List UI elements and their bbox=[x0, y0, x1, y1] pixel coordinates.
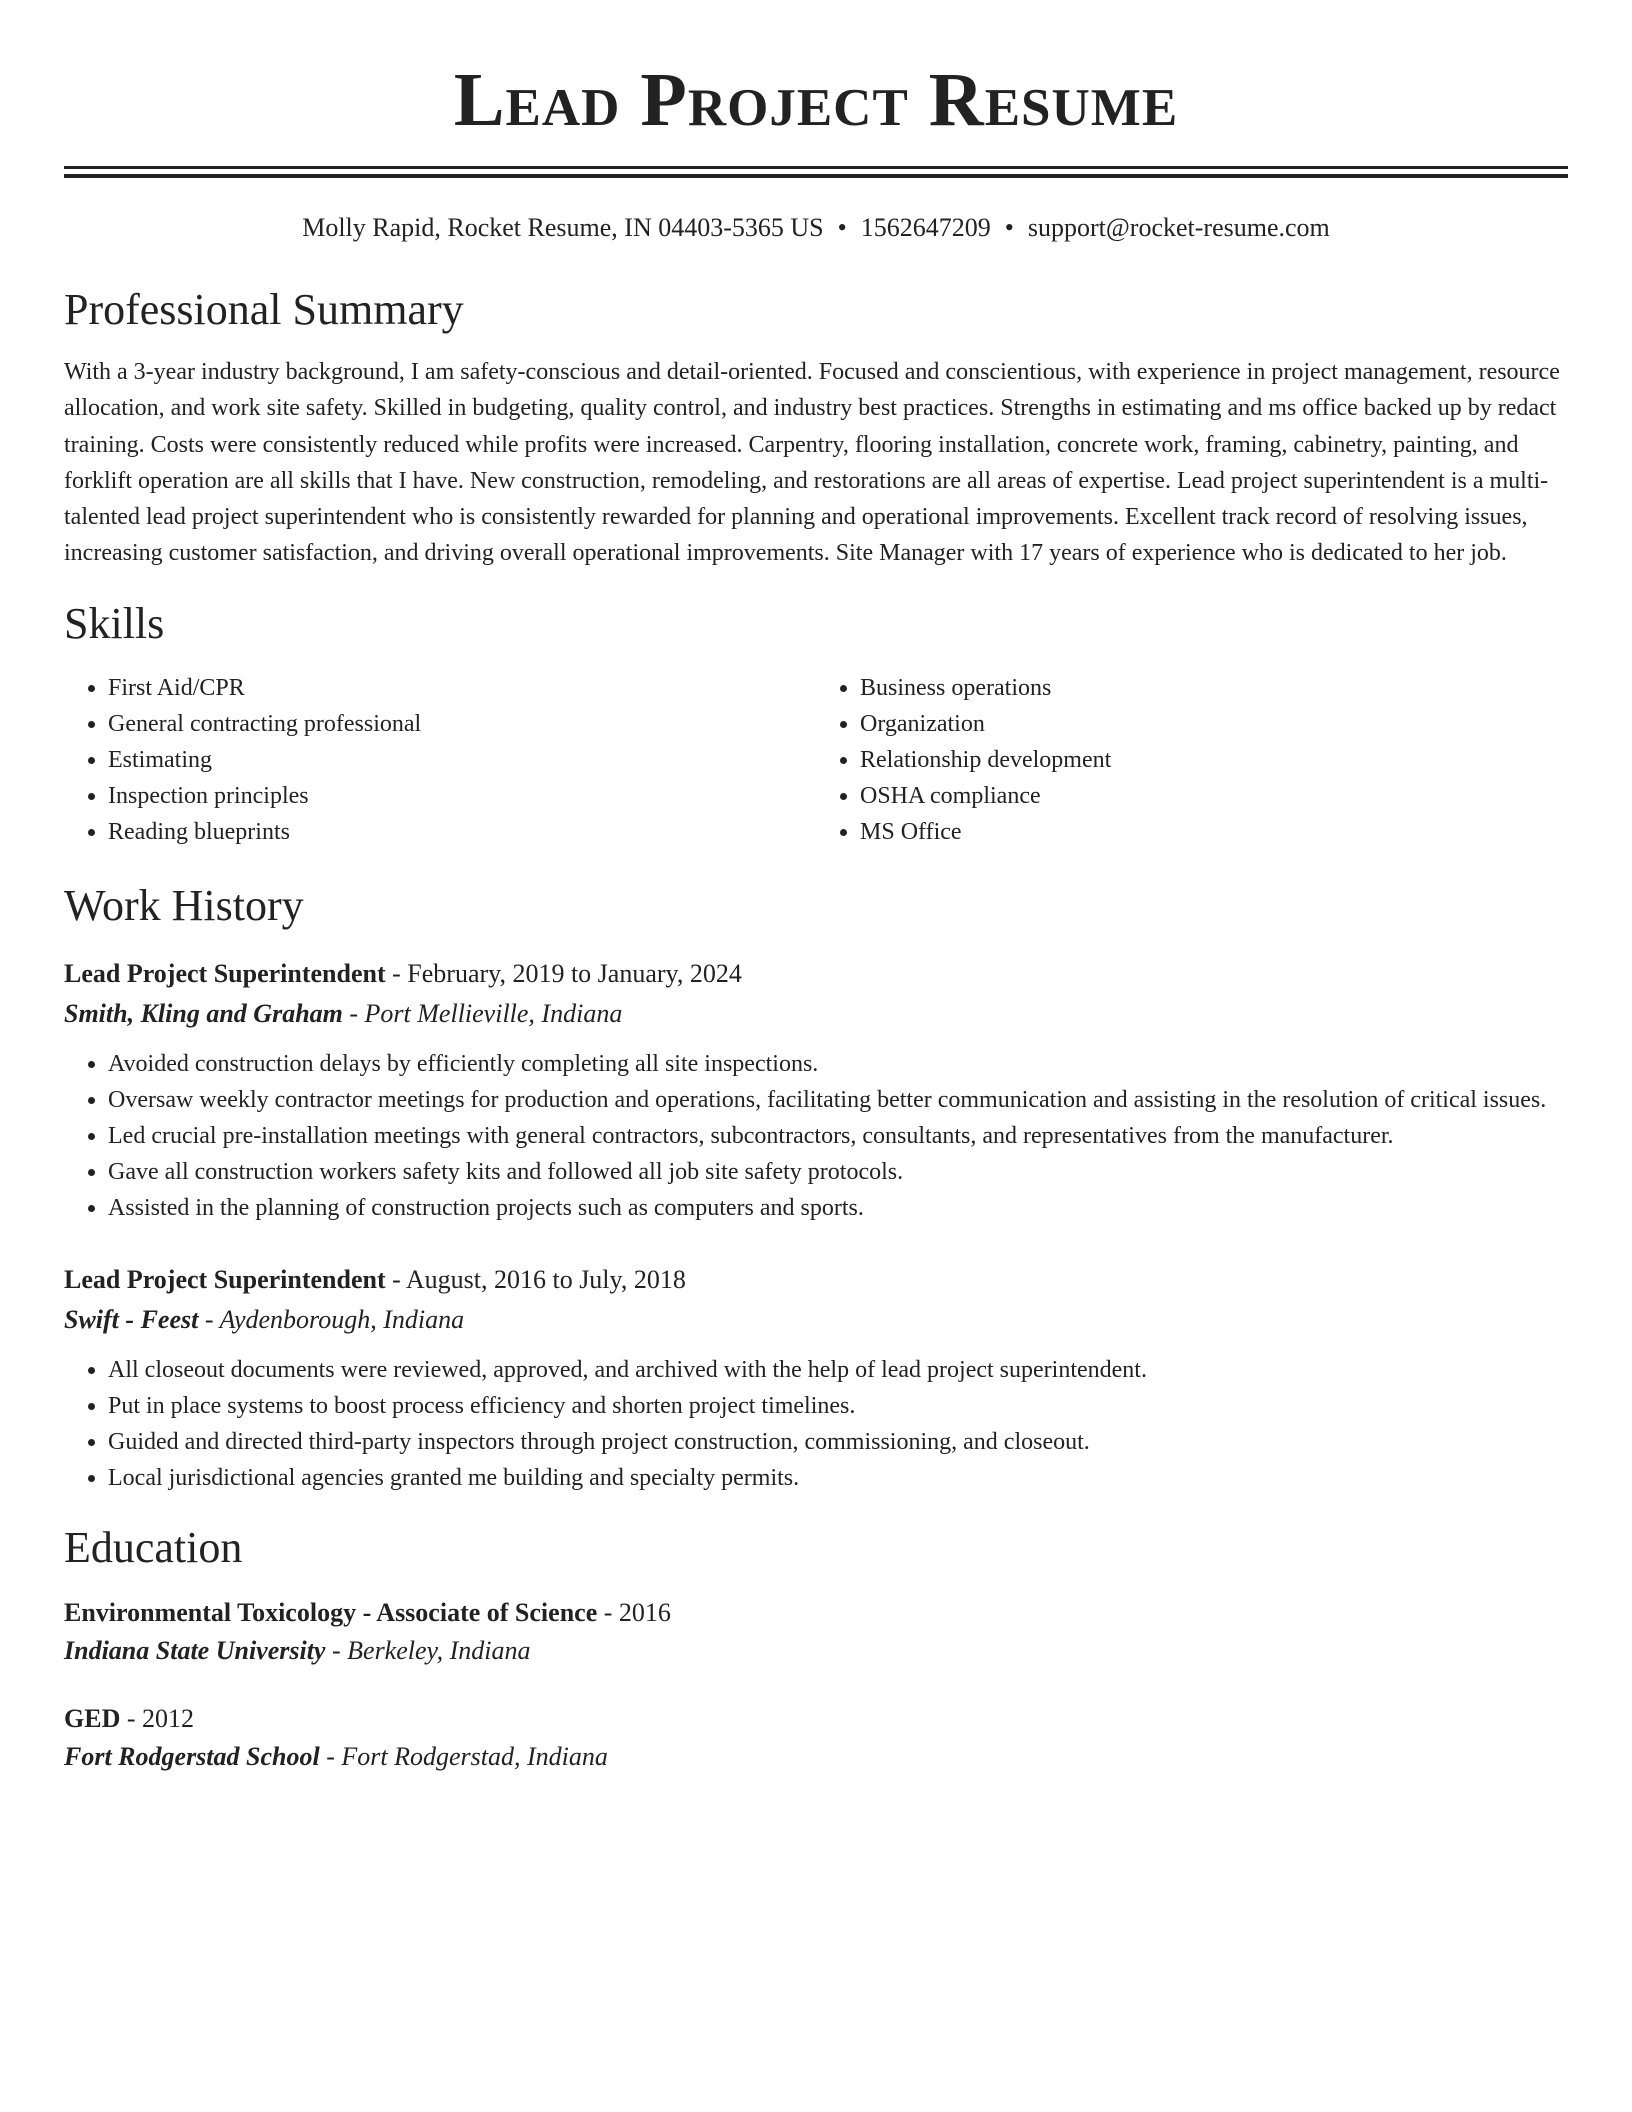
company-name: Smith, Kling and Graham bbox=[64, 998, 343, 1028]
duty-item: • Gave all construction workers safety kits and followed all job site safety protocols. bbox=[108, 1154, 1568, 1190]
summary-heading: Professional Summary bbox=[64, 285, 464, 334]
company-line bbox=[64, 994, 1568, 1034]
skills-columns bbox=[64, 670, 1568, 850]
company-name: Swift - Feest bbox=[64, 1304, 199, 1334]
job-duties bbox=[64, 1046, 1568, 1226]
job-entry bbox=[64, 954, 1568, 1226]
job-dates: - August, 2016 to July, 2018 bbox=[385, 1264, 686, 1294]
duty-item: • Local jurisdictional agencies granted me building and specialty permits. bbox=[108, 1460, 1568, 1496]
skills-list-left bbox=[64, 670, 816, 850]
school-line bbox=[64, 1738, 1568, 1776]
duty-item: • Put in place systems to boost process efficiency and shorten project timelines. bbox=[108, 1388, 1568, 1424]
skill-item: • Relationship development bbox=[860, 742, 1568, 778]
job-title: Lead Project Superintendent bbox=[64, 958, 386, 988]
education-entry bbox=[64, 1700, 1568, 1776]
title-double-rule bbox=[64, 166, 1568, 178]
duty-item: • Guided and directed third-party inspectors through project construction, commissioning, and closeout. bbox=[108, 1424, 1568, 1460]
job-entry bbox=[64, 1260, 1568, 1496]
job-title: Lead Project Superintendent bbox=[64, 1264, 386, 1294]
skill-item: • General contracting professional bbox=[108, 706, 816, 742]
resume-title: Lead Project Resume bbox=[453, 58, 1179, 142]
work-history-heading: Work History bbox=[64, 880, 304, 930]
skill-item: • Business operations bbox=[860, 670, 1568, 706]
company-location: - Port Mellieville, Indiana bbox=[342, 998, 623, 1028]
education-entry bbox=[64, 1594, 1568, 1670]
degree-name: GED bbox=[64, 1703, 121, 1733]
skills-heading: Skills bbox=[64, 598, 165, 648]
duty-item: • Avoided construction delays by efficiently completing all site inspections. bbox=[108, 1046, 1568, 1082]
contact-separator: • bbox=[1004, 213, 1014, 242]
school-location: - Fort Rodgerstad, Indiana bbox=[319, 1741, 608, 1771]
skill-item: • Organization bbox=[860, 706, 1568, 742]
contact-address: Molly Rapid, Rocket Resume, IN 04403-5365 US bbox=[302, 213, 824, 242]
duty-item: • All closeout documents were reviewed, approved, and archived with the help of lead project superintendent. bbox=[108, 1352, 1568, 1388]
degree-year: - 2012 bbox=[120, 1703, 195, 1733]
degree-line bbox=[64, 1594, 1568, 1632]
school-name: Fort Rodgerstad School bbox=[64, 1741, 320, 1771]
duty-item: • Led crucial pre-installation meetings with general contractors, subcontractors, consultants, and representatives from the manufacturer. bbox=[108, 1118, 1568, 1154]
contact-phone: 1562647209 bbox=[860, 213, 991, 242]
degree-line bbox=[64, 1700, 1568, 1738]
summary-text: With a 3-year industry background, I am safety-conscious and detail-oriented. Focused and conscientious, with experience in project management, resource allocation, and work site safety. Skilled in budgeting, quality control, and industry best practices. Strengths in estimating and ms office backed up by redact training. Costs were consistently reduced while profits were increased. Carpentry, flooring installation, concrete work, framing, cabinetry, painting, and forklift operation are all skills that I have. New construction, remodeling, and restorations are all areas of expertise. Lead project superintendent is a multi-talented lead project superintendent who is consistently rewarded for planning and operational improvements. Excellent track record of resolving issues, increasing customer satisfaction, and driving overall operational improvements. Site Manager with 17 years of experience who is dedicated to her job. bbox=[64, 359, 1560, 567]
job-duties bbox=[64, 1352, 1568, 1496]
duty-item: • Oversaw weekly contractor meetings for production and operations, facilitating better communication and assisting in the resolution of critical issues. bbox=[108, 1082, 1568, 1118]
skill-item: • OSHA compliance bbox=[860, 778, 1568, 814]
job-title-line bbox=[64, 954, 1568, 994]
job-dates: - February, 2019 to January, 2024 bbox=[385, 958, 742, 988]
degree-year: - 2016 bbox=[597, 1597, 671, 1627]
skill-item: • Reading blueprints bbox=[108, 814, 816, 850]
duty-item: • Assisted in the planning of construction projects such as computers and sports. bbox=[108, 1190, 1568, 1226]
skills-list-right bbox=[816, 670, 1568, 850]
job-title-line bbox=[64, 1260, 1568, 1300]
skill-item: • First Aid/CPR bbox=[108, 670, 816, 706]
degree-name: Environmental Toxicology - Associate of Science bbox=[64, 1597, 598, 1627]
school-location: - Berkeley, Indiana bbox=[325, 1635, 531, 1665]
school-name: Indiana State University bbox=[64, 1635, 326, 1665]
company-line bbox=[64, 1300, 1568, 1340]
skill-item: • Estimating bbox=[108, 742, 816, 778]
school-line bbox=[64, 1632, 1568, 1670]
skill-item: • Inspection principles bbox=[108, 778, 816, 814]
skill-item: • MS Office bbox=[860, 814, 1568, 850]
contact-separator: • bbox=[837, 213, 847, 242]
education-heading: Education bbox=[64, 1522, 243, 1572]
contact-line bbox=[64, 210, 1568, 246]
company-location: - Aydenborough, Indiana bbox=[198, 1304, 465, 1334]
contact-email: support@rocket-resume.com bbox=[1027, 213, 1330, 242]
